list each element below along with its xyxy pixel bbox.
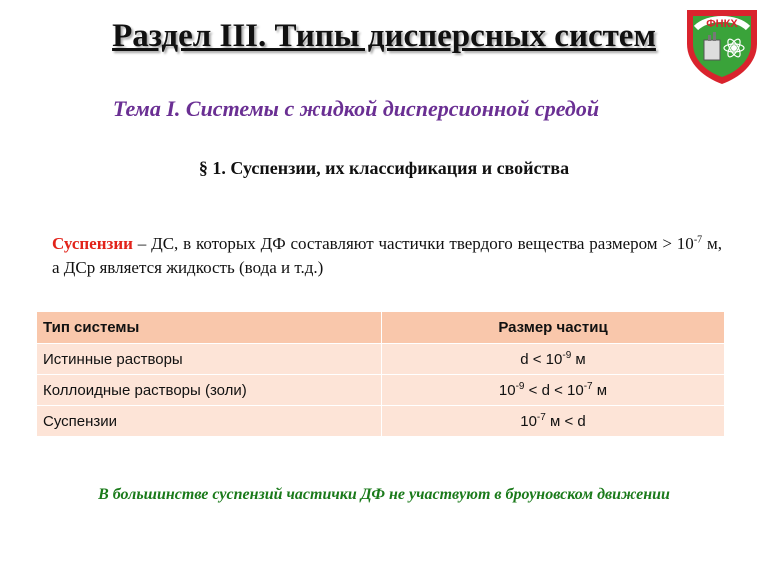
definition-paragraph: [52, 232, 722, 280]
topic-subtitle: Тема I. Системы с жидкой дисперсионной средой: [112, 96, 600, 121]
size-text: м: [571, 351, 586, 368]
size-exponent: -9: [562, 350, 572, 361]
particle-size-cell: [382, 375, 725, 406]
size-text: 10: [498, 382, 516, 399]
size-text: м < d: [545, 413, 586, 430]
size-exponent: -7: [583, 381, 593, 392]
size-text: d < 10: [520, 351, 563, 368]
column-header-system-type: Тип системы: [37, 312, 382, 344]
particle-size-cell: [382, 344, 725, 375]
definition-text-part: м, а ДСр является жидкость (вода и т.д.): [52, 234, 722, 277]
definition-exponent: -7: [693, 234, 703, 246]
size-exponent: -7: [536, 412, 546, 423]
table-header-row: [37, 312, 725, 344]
column-header-particle-size: Размер частиц: [382, 312, 725, 344]
suspension-classification-table: [36, 311, 725, 437]
size-text: м: [592, 382, 608, 399]
particle-size-cell: [382, 406, 725, 437]
table-row: [37, 375, 725, 406]
size-exponent: -9: [515, 381, 525, 392]
system-type-cell: Истинные растворы: [37, 344, 382, 375]
slide-title: Раздел III. Типы дисперсных систем: [112, 18, 656, 54]
definition-text-part: – ДС, в которых ДФ составляют частички твердого вещества размером > 10: [132, 234, 694, 253]
faculty-logo: [684, 6, 760, 86]
table-row: [37, 406, 725, 437]
conclusion-note: В большинстве суспензий частички ДФ не участвуют в броуновском движении: [98, 486, 670, 503]
section-heading: § 1. Суспензии, их классификация и свойства: [198, 158, 570, 178]
system-type-cell: Коллоидные растворы (золи): [37, 375, 382, 406]
definition-term: Суспензии: [52, 234, 133, 253]
size-text: < d < 10: [524, 382, 584, 399]
system-type-cell: Суспензии: [37, 406, 382, 437]
table-row: [37, 344, 725, 375]
svg-text:ФНКХ: ФНКХ: [706, 18, 738, 30]
size-text: 10: [520, 413, 537, 430]
